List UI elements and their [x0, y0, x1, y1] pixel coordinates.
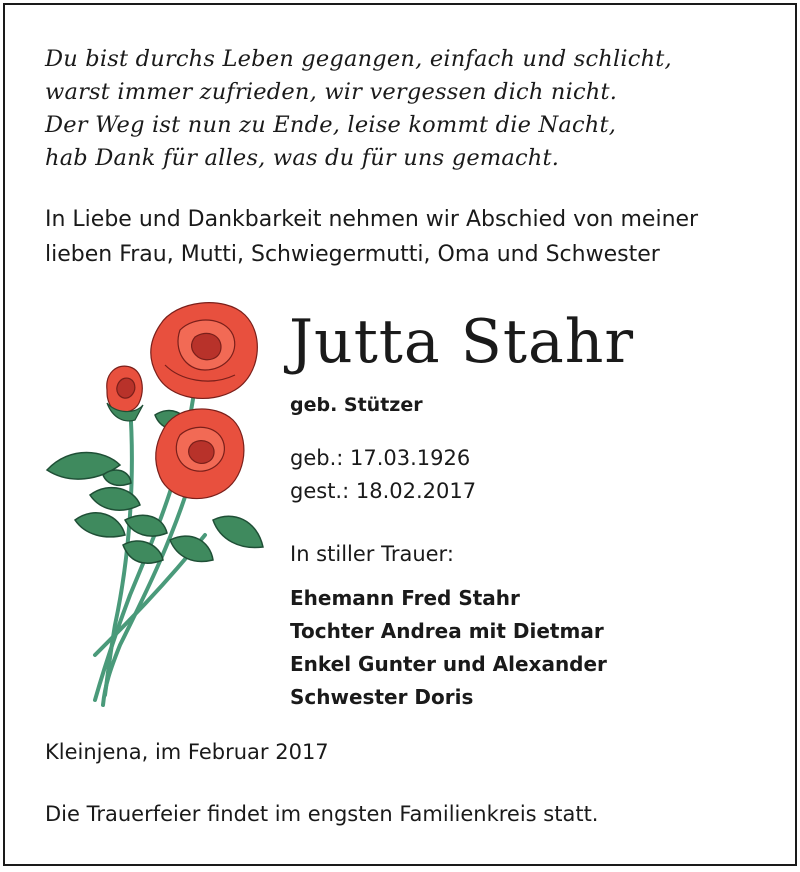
red-roses-icon [35, 295, 275, 715]
place-date: Kleinjena, im Februar 2017 [45, 740, 329, 764]
deceased-name: Jutta Stahr [289, 307, 635, 377]
birth-date: geb.: 17.03.1926 [290, 446, 471, 470]
intro-line: lieben Frau, Mutti, Schwiegermutti, Oma und Schwester [45, 242, 660, 267]
mourner: Enkel Gunter und Alexander [290, 652, 607, 676]
poem [45, 43, 672, 175]
poem-line: hab Dank für alles, was du für uns gemacht. [45, 145, 560, 171]
death-date: gest.: 18.02.2017 [290, 479, 477, 503]
mourner: Tochter Andrea mit Dietmar [290, 619, 604, 643]
maiden-name: geb. Stützer [290, 394, 423, 416]
poem-line: Du bist durchs Leben gegangen, einfach und schlicht, [45, 46, 672, 72]
funeral-note: Die Trauerfeier findet im engsten Familienkreis statt. [45, 802, 599, 826]
farewell-intro [45, 202, 698, 272]
intro-line: In Liebe und Dankbarkeit nehmen wir Abschied von meiner [45, 207, 699, 232]
poem-line: Der Weg ist nun zu Ende, leise kommt die Nacht, [45, 112, 617, 138]
mourners-list [290, 582, 607, 714]
mourning-heading: In stiller Trauer: [290, 542, 454, 566]
mourner: Ehemann Fred Stahr [290, 586, 520, 610]
mourner: Schwester Doris [290, 685, 474, 709]
obituary-notice [3, 3, 797, 866]
poem-line: warst immer zufrieden, wir vergessen dich nicht. [45, 79, 618, 105]
life-dates [290, 442, 476, 508]
